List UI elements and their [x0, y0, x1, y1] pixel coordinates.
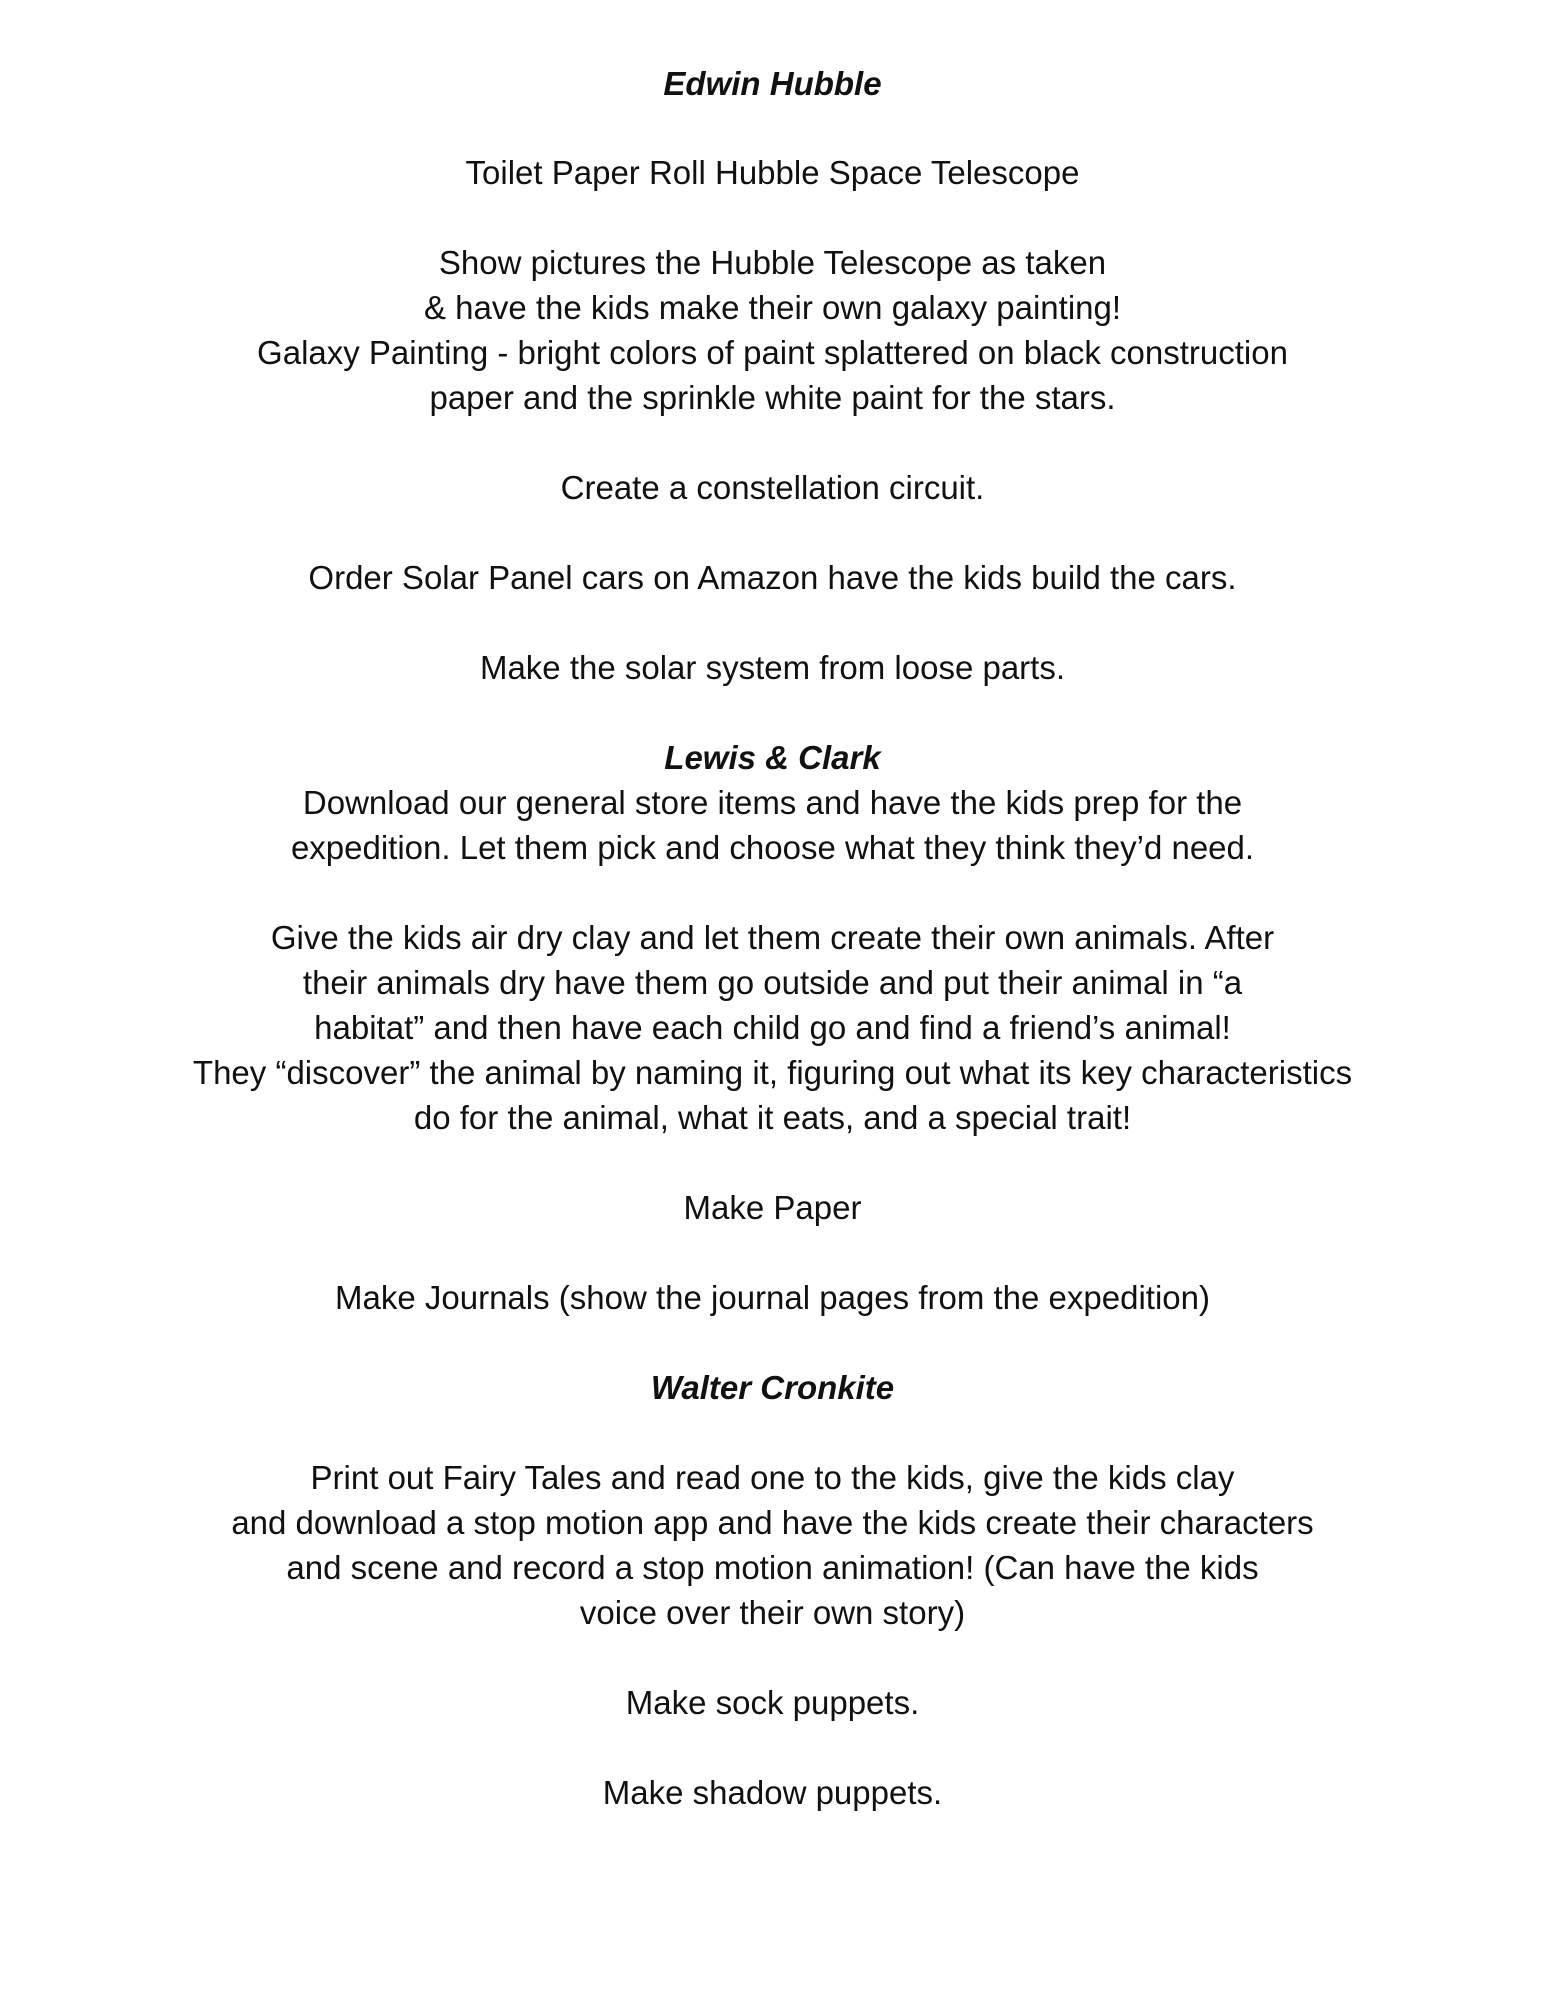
activity-text-line: Make Journals (show the journal pages from the expedition) [335, 1279, 1210, 1316]
activity-text-line: Print out Fairy Tales and read one to the kids, give the kids clay [310, 1459, 1235, 1496]
activity-text-line: Make the solar system from loose parts. [479, 649, 1066, 686]
section-heading-edwin-hubble: Edwin Hubble [663, 65, 882, 102]
activity-text-line: and scene and record a stop motion animation! (Can have the kids [286, 1549, 1259, 1586]
activity-text-line: and download a stop motion app and have the kids create their characters [231, 1504, 1314, 1541]
activity-text-line: do for the animal, what it eats, and a special trait! [413, 1099, 1132, 1136]
activity-text-line: Make sock puppets. [625, 1684, 920, 1721]
activity-text-line: Download our general store items and have the kids prep for the [302, 784, 1243, 821]
activity-text-line: voice over their own story) [579, 1594, 966, 1631]
activity-text-line: They “discover” the animal by naming it, figuring out what its key characteristics [192, 1054, 1353, 1091]
activity-text-line: Make shadow puppets. [602, 1774, 943, 1811]
activity-text-line: & have the kids make their own galaxy painting! [423, 289, 1122, 326]
activity-text-line: Order Solar Panel cars on Amazon have the kids build the cars. [308, 559, 1237, 596]
activity-text-line: expedition. Let them pick and choose what they think they’d need. [290, 829, 1255, 866]
activity-text-line: Create a constellation circuit. [560, 469, 985, 506]
section-heading-lewis-clark: Lewis & Clark [664, 739, 881, 776]
activity-text-line: Galaxy Painting - bright colors of paint splattered on black construction [257, 334, 1288, 371]
section-heading-walter-cronkite: Walter Cronkite [650, 1369, 895, 1406]
activity-text-line: Toilet Paper Roll Hubble Space Telescope [465, 154, 1080, 191]
activity-text-line: Give the kids air dry clay and let them create their own animals. After [270, 919, 1275, 956]
activity-text-line: their animals dry have them go outside and put their animal in “a [302, 964, 1243, 1001]
activity-text-line: Make Paper [683, 1189, 862, 1226]
activity-text-line: Show pictures the Hubble Telescope as taken [438, 244, 1107, 281]
activity-text-line: paper and the sprinkle white paint for the stars. [429, 379, 1116, 416]
activity-text-line: habitat” and then have each child go and find a friend’s animal! [314, 1009, 1231, 1046]
